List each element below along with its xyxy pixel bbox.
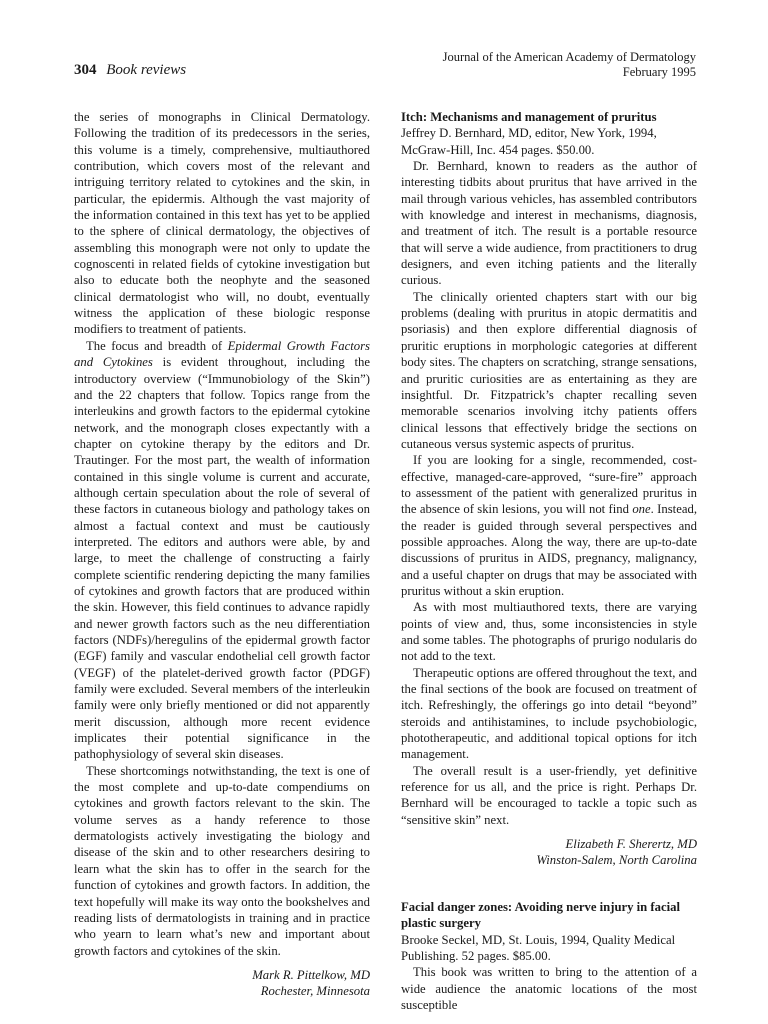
paragraph-text: If you are looking for a single, recommended, cost-effective, managed-care-approved, “sure-fire” approach to assessment of the patient with generalized pruritus in the absence of skin lesions, you will not find (401, 453, 697, 517)
bibliographic-info: Jeffrey D. Bernhard, MD, editor, New York, 1994, McGraw-Hill, Inc. 454 pages. $50.00. (401, 126, 657, 157)
paragraph (74, 338, 370, 763)
paragraph: The clinically oriented chapters start with our big problems (dealing with pruritus in atopic dermatitis and psoriasis) and then explore differential diagnosis of pruritic eruptions in morphologic categories at different body sites. The chapters on scratching, strange sensations, and pruritic curiosities are as entertaining as they are insightful. Dr. Fitzpatrick’s chapter recalling seven memorable scenarios involving itchy patients offers clinical lessons that effectively bridge the sections on cutaneous versus systemic aspects of pruritus. (401, 289, 697, 451)
section-title: Book reviews (106, 62, 187, 78)
reviewer-location: Winston-Salem, North Carolina (536, 853, 697, 868)
paragraph: the series of monographs in Clinical Dermatology. Following the tradition of its predecessors in the series, this volume is a timely, comprehensive, multiauthored contribution, which covers most of the relevant and intriguing territory related to cytokines and the skin, in particular, the epidermis. Although the vast majority of the information contained in this text has yet to be applied to the sphere of clinical dermatology, the objectives of assembling this monograph were not only to update the cognoscenti in related fields of cytokine investigation but also to educate both the neophyte and the seasoned clinical dermatologist who will, no doubt, eventually witness the application of these biologic response modifiers to treatment of patients. (74, 110, 370, 337)
page-number: 304 (74, 62, 97, 78)
spacer (401, 869, 697, 899)
paragraph-text: is evident throughout, including the introductory overview (“Immunobiology of the Skin”) and the 22 chapters that follow. Topics range from the interleukins and growth factors to the epidermal cytokine network, and the monograph closes expectantly with a chapter on cytokine therapy by the editors and Dr. Trautinger. For the most part, the wealth of information contained in this single volume is current and accurate, although certain speculation about the role of several of these factors in cutaneous biology and pathology takes on almost a factual context and must be cautiously interpreted. The editors and authors were able, by and large, to meet the challenge of constructing a fairly complete scientific rendering depicting the many families of cytokines and growth factors that are produced within the skin. However, this field continues to advance rapidly and newer growth factors such as the neu differentiation factors (NDFs)/heregulins of the epidermal growth factor (EGF) family and vascular endothelial cell growth factor (VEGF) of the platelet-derived growth factor (PDGF) family were excluded. Several members of the interleukin family were only briefly mentioned or did not apparently merit discussion, although more recent evidence implicates their potential significance in the pathophysiology of several skin diseases. (74, 355, 370, 762)
paragraph: These shortcomings notwithstanding, the text is one of the most complete and up-to-date compendiums on cytokines and growth factors relevant to the skin. The volume serves as a handy reference to those dermatologists actively investigating the biology and disease of the skin and to other researchers desiring to learn what the skin has to offer in the search for the function of cytokines and growth factors. In addition, the text hopefully will make its way onto the bookshelves and reading lists of dermatologists in training and in practice who yearn to learn what’s new and important about growth factors and cytokines of the skin. (74, 763, 370, 958)
reviewer-name: Elizabeth F. Sherertz, MD (565, 837, 697, 852)
review-title: Facial danger zones: Avoiding nerve injury in facial plastic surgery (401, 899, 680, 931)
issue-date: February 1995 (622, 65, 696, 79)
paragraph (401, 452, 697, 599)
paragraph: Therapeutic options are offered throughout the text, and the final sections of the book are focused on treatment of itch. Refreshingly, the offerings go into detail “beyond” steroids and antihistamines, to include psychobiologic, phototherapeutic, and additional topical options for itch management. (401, 665, 697, 762)
emphasis-italic: one (632, 502, 651, 517)
review-title: Itch: Mechanisms and management of pruritus (401, 110, 657, 124)
page-header-left (74, 62, 186, 79)
journal-name: Journal of the American Academy of Dermatology (442, 50, 696, 64)
paragraph: As with most multiauthored texts, there are varying points of view and, thus, some inconsistencies in style and some tables. The photographs of prurigo nodularis do not add to the text. (401, 600, 697, 664)
page-header-right (443, 50, 696, 80)
paragraph: Dr. Bernhard, known to readers as the author of interesting tidbits about pruritus that have arrived in the mail through various vehicles, has assembled contributors with knowledge and interest in mechanisms, diagnosis, and treatment of itch. The result is a portable resource that will serve a wide audience, from practitioners to drug designers, and even itching patients and the literally curious. (401, 159, 697, 288)
book-title-italic: Epidermal Growth Factors and Cytokines (74, 338, 370, 370)
reviewer-location: Rochester, Minnesota (260, 984, 370, 999)
right-column (401, 109, 697, 1013)
reviewer-signature (401, 836, 697, 869)
paragraph: The overall result is a user-friendly, yet definitive reference for us all, and the price is right. Perhaps Dr. Bernhard will be encouraged to tackle a topic such as “sensitive skin” next. (401, 763, 697, 827)
reviewer-signature (74, 967, 370, 1000)
paragraph: This book was written to bring to the attention of a wide audience the anatomic locations of the most susceptible (401, 965, 697, 1012)
bibliographic-info: Brooke Seckel, MD, St. Louis, 1994, Quality Medical Publishing. 52 pages. $85.00. (401, 932, 676, 963)
left-column (74, 109, 370, 1000)
paragraph-text: . Instead, the reader is guided through several perspectives and possible approaches. Along the way, there are up-to-date discussions of pruritus in AIDS, pregnancy, malignancy, and a useful chapter on drugs that may be associated with pruritus without a skin eruption. (401, 502, 697, 598)
reviewer-name: Mark R. Pittelkow, MD (252, 967, 370, 982)
paragraph-text: The focus and breadth of (86, 338, 228, 353)
